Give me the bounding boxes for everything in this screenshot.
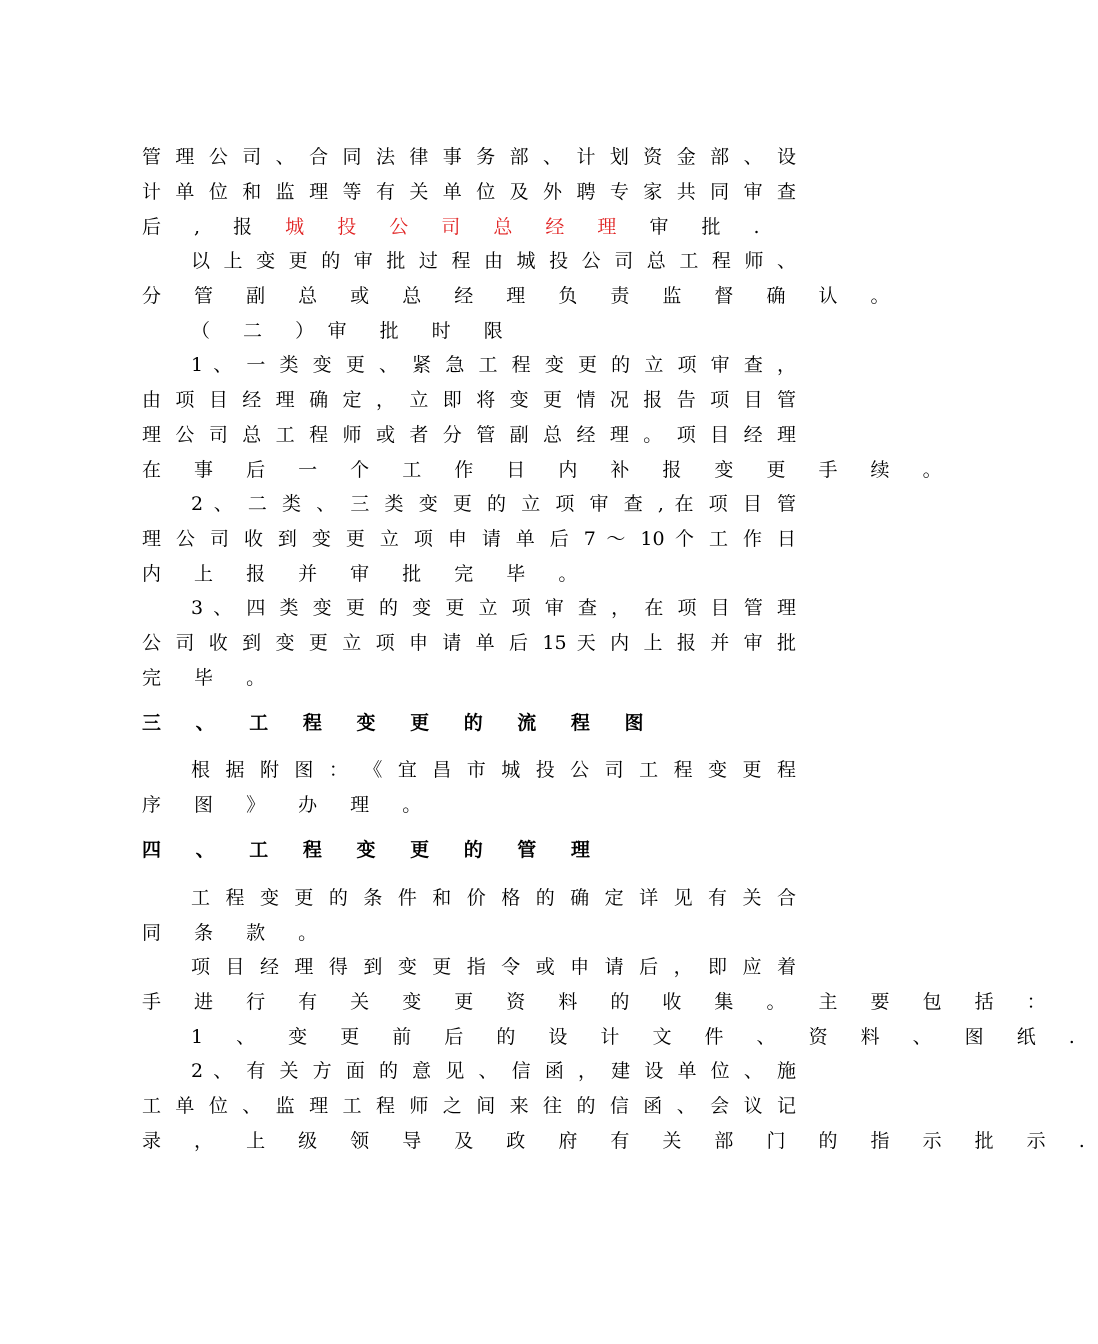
text-line: 同 条 款 。 [142,922,331,944]
text-line: 根 据 附 图 ： 《 宜 昌 市 城 投 公 司 工 程 变 更 程 [191,759,796,781]
text-line: 管 理 公 司 、 合 同 法 律 事 务 部 、 计 划 资 金 部 、 设 [142,146,796,168]
text-line: 1 、 一 类 变 更 、 紧 急 工 程 变 更 的 立 项 审 查 ， [191,354,796,376]
list-item: 2 、 有 关 方 面 的 意 见 、 信 函 ， 建 设 单 位 、 施 [191,1060,796,1082]
text-segment: 后 , 报 [142,216,286,238]
text-line: 2 、 二 类 、 三 类 变 更 的 立 项 审 查 , 在 项 目 管 [191,493,796,515]
section-subtitle: （ 二 ）审 批 时 限 [191,320,517,342]
text-line: 分 管 副 总 或 总 经 理 负 责 监 督 确 认 。 [142,285,904,307]
text-line: 由 项 目 经 理 确 定 ， 立 即 将 变 更 情 况 报 告 项 目 管 [142,389,796,411]
text-line: 录 ， 上 级 领 导 及 政 府 有 关 部 门 的 指 示 批 示 . [142,1130,1098,1152]
text-line: 计 单 位 和 监 理 等 有 关 单 位 及 外 聘 专 家 共 同 审 查 [142,181,796,203]
text-line: 项 目 经 理 得 到 变 更 指 令 或 申 请 后 ， 即 应 着 [191,956,796,978]
text-line: 公 司 收 到 变 更 立 项 申 请 单 后 15 天 内 上 报 并 审 批 [142,632,796,654]
text-line: 序 图 》 办 理 。 [142,794,435,816]
text-line [142,212,796,242]
text-line: 在 事 后 一 个 工 作 日 内 补 报 变 更 手 续 。 [142,459,956,481]
text-line: 以 上 变 更 的 审 批 过 程 由 城 投 公 司 总 工 程 师 、 [191,250,796,272]
text-line: 完 毕 。 [142,667,279,689]
text-segment: 审 批 . [629,216,774,238]
text-line: 工 程 变 更 的 条 件 和 价 格 的 确 定 详 见 有 关 合 [191,887,796,909]
text-line: 理 公 司 总 工 程 师 或 者 分 管 副 总 经 理 。 项 目 经 理 [142,424,796,446]
text-line: 3 、 四 类 变 更 的 变 更 立 项 审 查 ， 在 项 目 管 理 [191,597,796,619]
text-line: 内 上 报 并 审 批 完 毕 。 [142,563,591,585]
list-item: 1 、 变 更 前 后 的 设 计 文 件 、 资 料 、 图 纸 . [191,1026,1089,1048]
highlighted-approver: 城 投 公 司 总 经 理 [285,216,630,238]
section-heading: 三 、 工 程 变 更 的 流 程 图 [142,712,658,734]
text-line: 理 公 司 收 到 变 更 立 项 申 请 单 后 7 ～ 10 个 工 作 日 [142,528,796,550]
section-heading: 四 、 工 程 变 更 的 管 理 [142,839,604,861]
text-line: 手 进 行 有 关 变 更 资 料 的 收 集 。 主 要 包 括 ： [142,991,1060,1013]
text-line: 工 单 位 、 监 理 工 程 师 之 间 来 往 的 信 函 、 会 议 记 [142,1095,796,1117]
